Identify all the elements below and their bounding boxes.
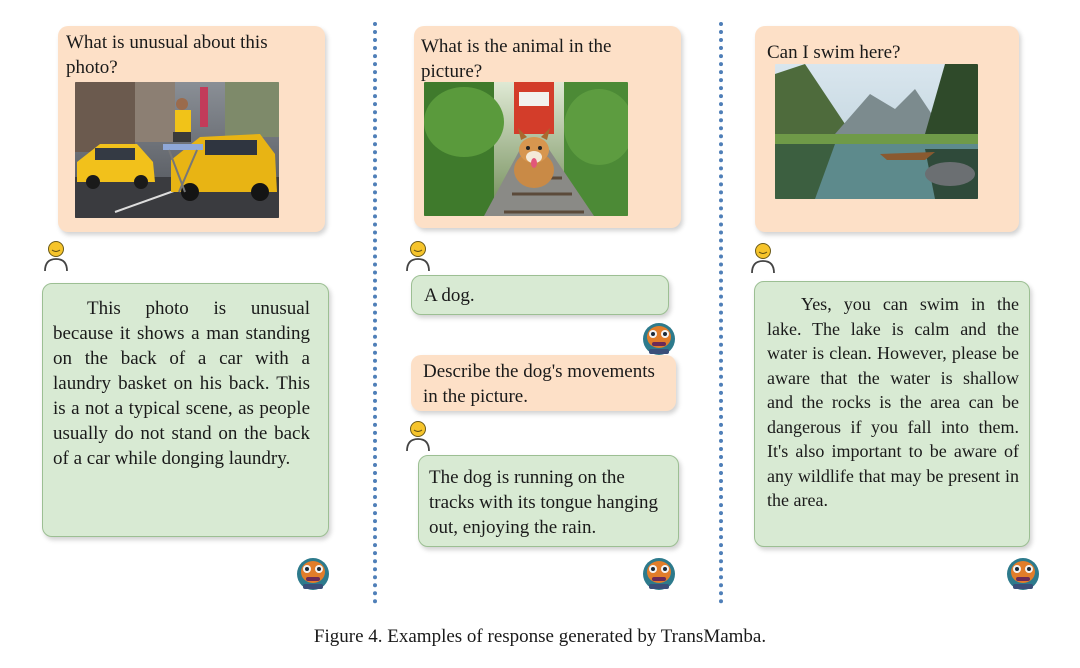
question-text: What is the animal in the picture?: [421, 36, 612, 82]
column-divider-right: [719, 22, 723, 604]
photo-dog-tracks: [424, 82, 628, 216]
photo-mountain-lake: [775, 64, 978, 199]
answer-bubble-unusual: [42, 283, 329, 537]
robot-avatar-icon: [1005, 553, 1041, 591]
question-text: What is unusual about this photo?: [66, 32, 268, 78]
question-text: Can I swim here?: [767, 42, 901, 63]
user-avatar-icon: [405, 240, 431, 272]
answer-text: The dog is running on the tracks with its tongue hanging out, enjoying the rain.: [429, 467, 659, 538]
figure-caption: Figure 4. Examples of response generated by TransMamba.: [313, 626, 767, 647]
answer-bubble-dog: [411, 275, 669, 315]
user-avatar-icon: [43, 240, 69, 272]
column-divider-left: [373, 22, 377, 604]
answer-text: This photo is unusual because it shows a man standing on the back of a car with a laundry basket on his back. This is a not a typical scene, as people usually do not stand on the back of a car while donging laundry.: [53, 298, 310, 469]
answer-text: A dog.: [424, 285, 475, 306]
user-avatar-icon: [750, 242, 776, 274]
answer-bubble-swim: [754, 281, 1030, 547]
question-bubble-animal: [414, 26, 681, 228]
photo-taxi-laundry: [75, 82, 279, 218]
answer-text: Yes, you can swim in the lake. The lake is calm and the water is clean. However, please be aware that the water is shallow and the rocks is the area can be dangerous if you fall into them. It's also important to be aware of any wildlife that may be present in the area.: [767, 294, 1019, 510]
robot-avatar-icon: [641, 553, 677, 591]
question-bubble-swim: [755, 26, 1019, 232]
robot-avatar-icon: [641, 318, 677, 356]
answer-bubble-running: [418, 455, 679, 547]
question-text: Describe the dog's movements in the picture.: [423, 361, 655, 407]
user-avatar-icon: [405, 420, 431, 452]
robot-avatar-icon: [295, 553, 331, 591]
question-bubble-movements: [411, 355, 676, 411]
question-bubble-unusual: [58, 26, 325, 232]
